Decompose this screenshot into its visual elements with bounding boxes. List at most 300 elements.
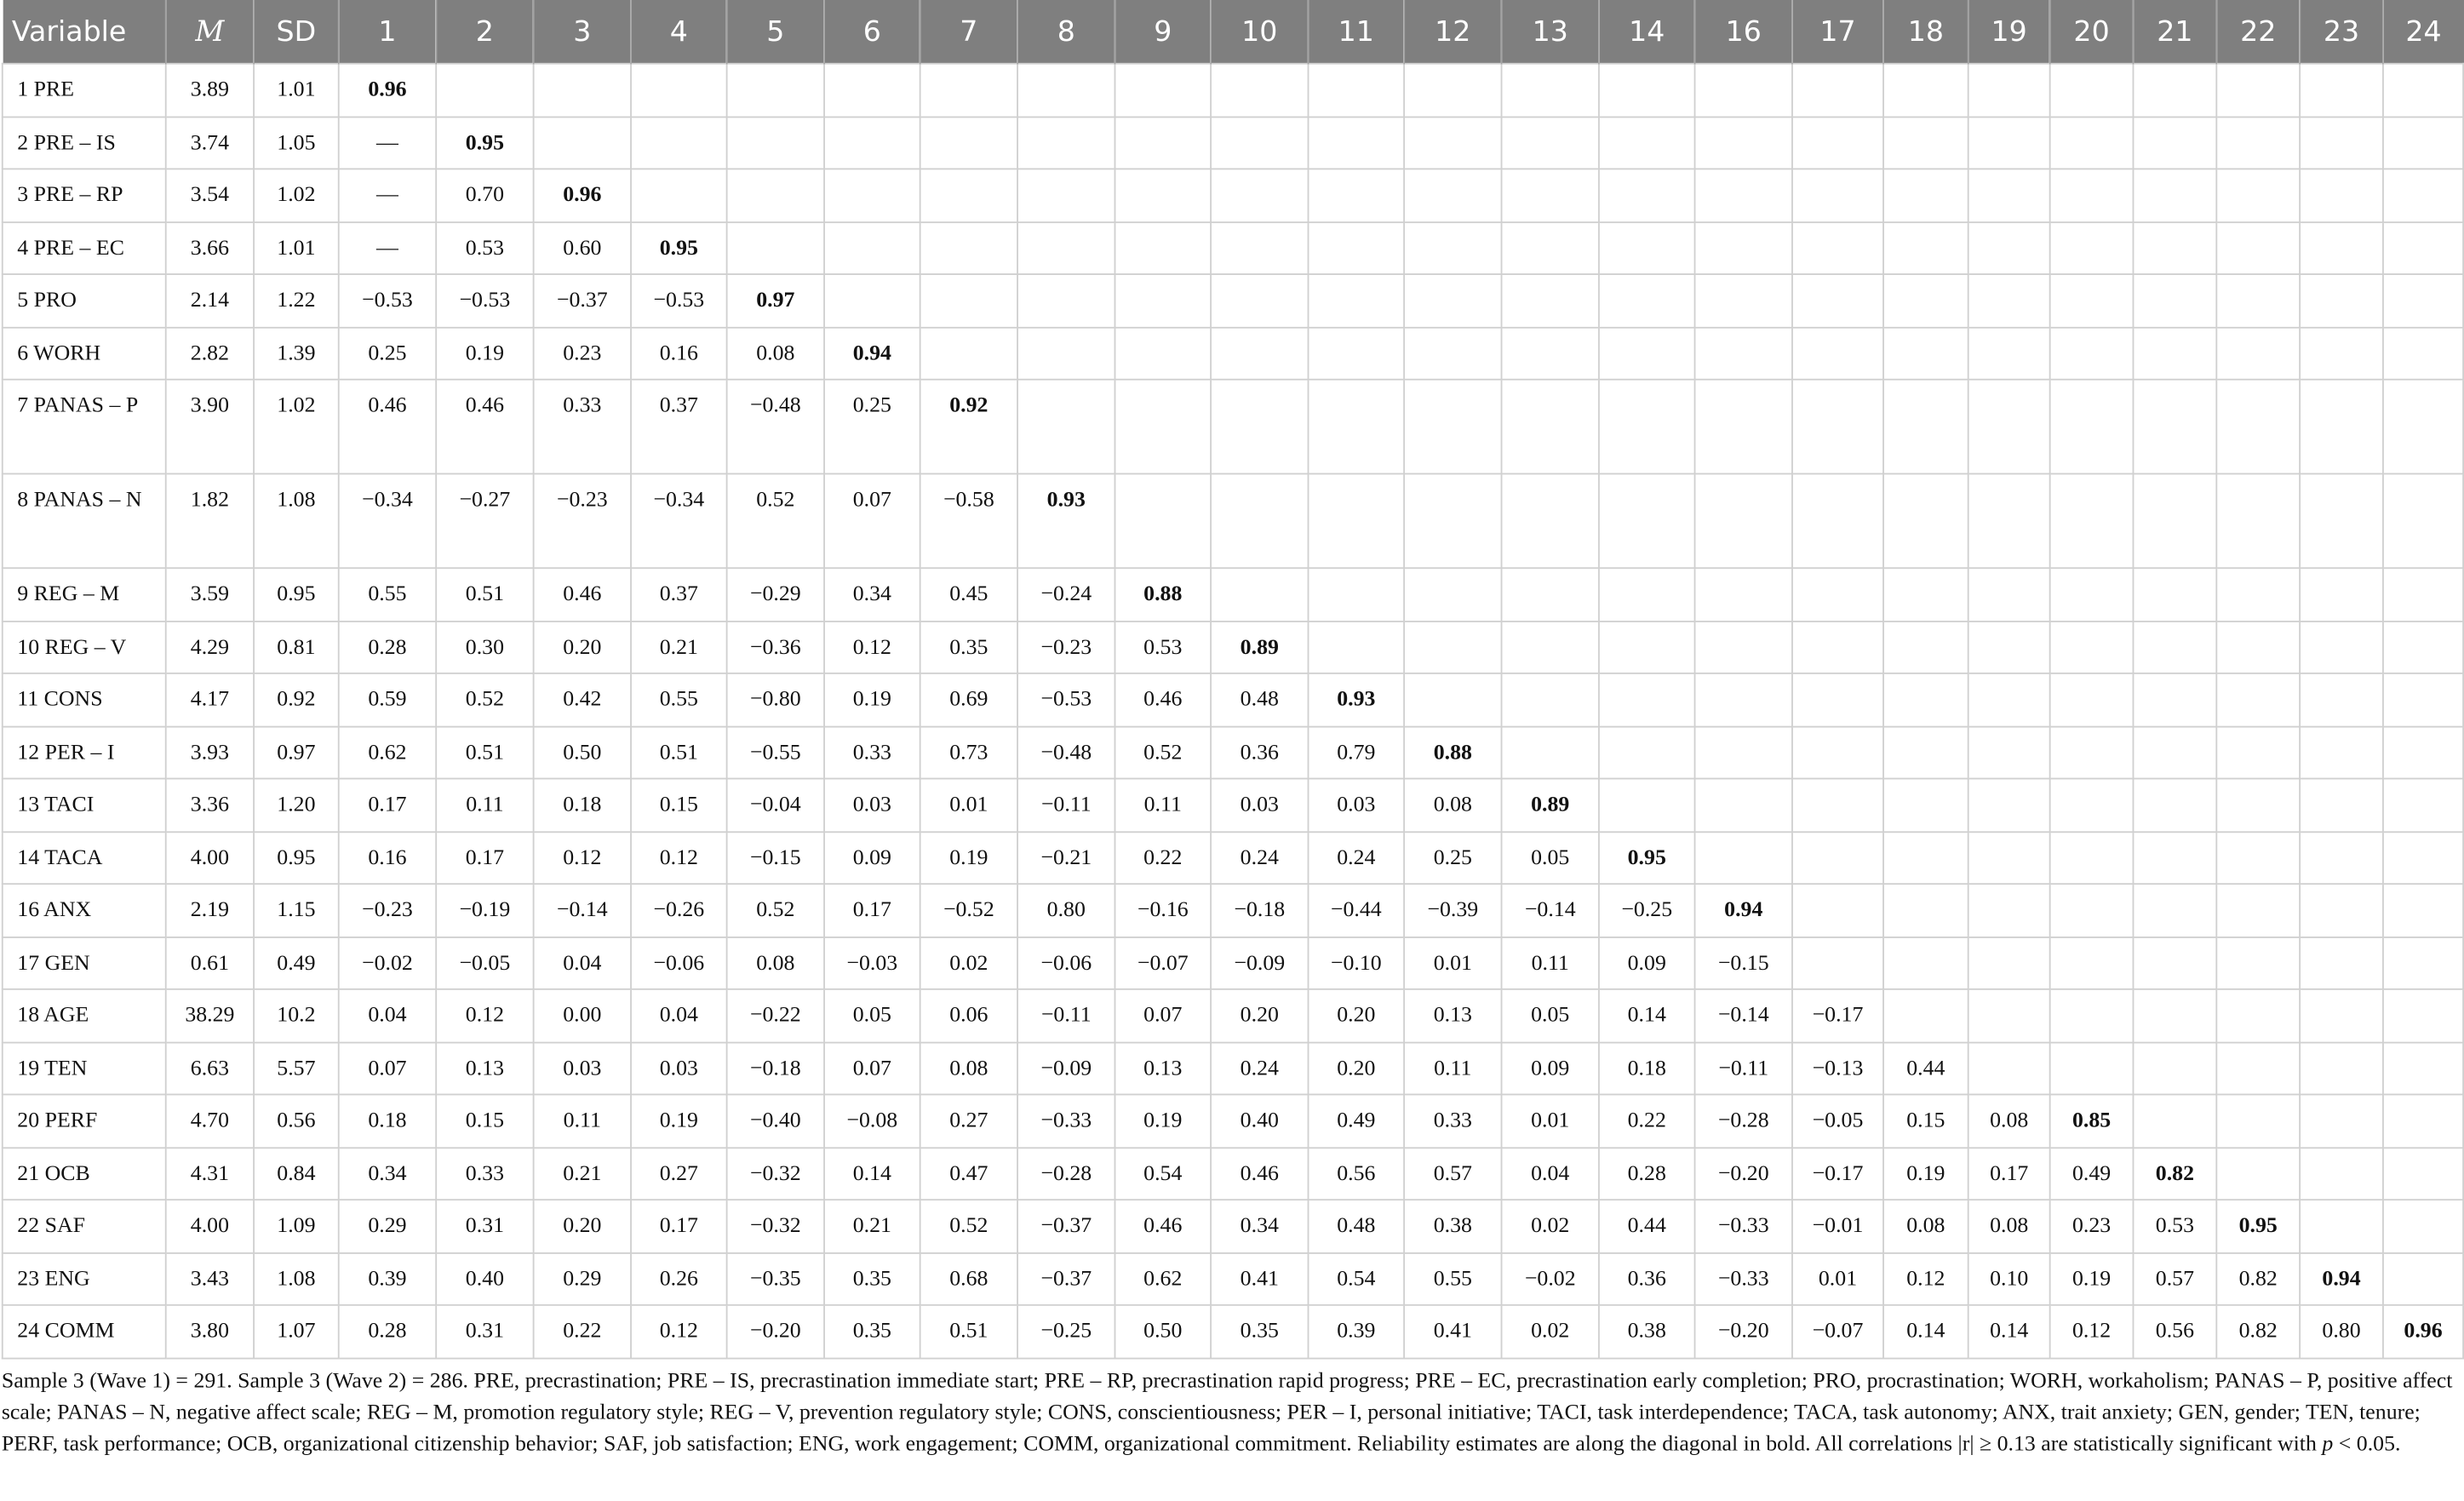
correlation-cell: −0.19 [436,884,533,937]
empty-cell [1883,169,1968,221]
correlation-cell: 0.20 [1309,989,1405,1042]
correlation-cell: 0.18 [1599,1042,1695,1095]
empty-cell [1792,568,1883,621]
empty-cell [1017,327,1115,380]
empty-cell [2133,169,2216,221]
correlation-cell: −0.18 [727,1042,824,1095]
sd-cell: 1.15 [254,884,339,937]
correlation-cell: −0.11 [1695,1042,1792,1095]
empty-cell [920,327,1017,380]
empty-cell [1309,568,1405,621]
empty-cell [2300,380,2383,474]
correlation-cell: 0.19 [631,1095,727,1148]
correlation-cell: 0.05 [1502,989,1599,1042]
correlation-cell: −0.06 [1017,937,1115,989]
correlation-cell: 0.02 [1502,1200,1599,1252]
correlation-cell: 0.48 [1211,673,1308,726]
reliability-cell: 0.97 [727,274,824,327]
correlation-cell: −0.23 [534,473,631,568]
correlation-cell: −0.08 [824,1095,920,1148]
correlation-cell: 0.01 [1792,1252,1883,1305]
empty-cell [2216,673,2300,726]
correlation-cell: 0.56 [1309,1147,1405,1200]
correlation-cell: 0.55 [631,673,727,726]
sd-cell: 0.84 [254,1147,339,1200]
empty-cell [2216,779,2300,832]
correlation-cell: 0.08 [920,1042,1017,1095]
correlation-cell: 0.15 [631,779,727,832]
correlation-cell: 0.68 [920,1252,1017,1305]
correlation-cell: 0.41 [1211,1252,1308,1305]
correlation-cell: −0.39 [1404,884,1501,937]
empty-cell [1883,884,1968,937]
sd-cell: 0.56 [254,1095,339,1148]
empty-cell [920,64,1017,117]
correlation-cell: 0.52 [920,1200,1017,1252]
correlation-cell: 0.02 [920,937,1017,989]
empty-cell [1968,221,2050,274]
correlation-cell: 0.28 [339,621,436,673]
empty-cell [1115,380,1211,474]
correlation-cell: 0.36 [1211,726,1308,779]
reliability-cell: 0.94 [824,327,920,380]
mean-cell: 3.43 [166,1252,254,1305]
sd-cell: 1.20 [254,779,339,832]
empty-cell [1502,380,1599,474]
empty-cell [1695,274,1792,327]
correlation-cell: 0.38 [1599,1305,1695,1358]
correlation-cell: −0.34 [339,473,436,568]
correlation-cell: 0.33 [1404,1095,1501,1148]
table-row [3,937,2463,989]
empty-cell [1883,831,1968,884]
empty-cell [2133,568,2216,621]
empty-cell [1792,274,1883,327]
empty-cell [2216,380,2300,474]
empty-cell [1599,473,1695,568]
sd-cell: 0.49 [254,937,339,989]
empty-cell [1115,64,1211,117]
empty-cell [1792,380,1883,474]
correlation-cell: −0.33 [1695,1200,1792,1252]
row-label: 7 PANAS – P [3,380,166,474]
table-row [3,117,2463,169]
header-variable: Variable [3,0,166,64]
empty-cell [1309,473,1405,568]
correlation-cell: −0.53 [1017,673,1115,726]
correlation-cell: −0.04 [727,779,824,832]
correlation-cell: −0.05 [1792,1095,1883,1148]
empty-cell [2383,221,2463,274]
empty-cell [2216,621,2300,673]
correlation-cell: 0.46 [1115,1200,1211,1252]
correlation-cell: −0.15 [1695,937,1792,989]
empty-cell [1017,221,1115,274]
empty-cell [2133,779,2216,832]
correlation-cell: −0.53 [436,274,533,327]
empty-cell [2050,1042,2134,1095]
empty-cell [1599,169,1695,221]
correlation-cell: 0.35 [1211,1305,1308,1358]
empty-cell [2300,779,2383,832]
reliability-cell: 0.93 [1309,673,1405,726]
header-col: 22 [2216,0,2300,64]
sd-cell: 1.05 [254,117,339,169]
table-row [3,989,2463,1042]
empty-cell [2216,117,2300,169]
correlation-cell: 0.12 [2050,1305,2134,1358]
correlation-cell: −0.23 [1017,621,1115,673]
empty-cell [1695,327,1792,380]
correlation-cell: −0.17 [1792,989,1883,1042]
empty-cell [2133,380,2216,474]
correlation-cell: 0.11 [1404,1042,1501,1095]
mean-cell: 3.66 [166,221,254,274]
correlation-cell: 0.33 [436,1147,533,1200]
header-col: 12 [1404,0,1501,64]
correlation-cell: −0.24 [1017,568,1115,621]
empty-cell [1968,327,2050,380]
empty-cell [1404,221,1501,274]
table-footnote [0,1366,2462,1461]
empty-cell [1404,568,1501,621]
empty-cell [2300,621,2383,673]
empty-cell [1883,673,1968,726]
empty-cell [1309,621,1405,673]
empty-cell [1968,1042,2050,1095]
correlation-cell: −0.27 [436,473,533,568]
correlation-cell: 0.13 [436,1042,533,1095]
correlation-cell: 0.54 [1309,1252,1405,1305]
correlation-cell: 0.07 [824,1042,920,1095]
empty-cell [1792,473,1883,568]
empty-cell [2216,831,2300,884]
reliability-cell: 0.85 [2050,1095,2134,1148]
correlation-cell: −0.18 [1211,884,1308,937]
row-label: 16 ANX [3,884,166,937]
correlation-cell: 0.29 [339,1200,436,1252]
empty-cell [1502,473,1599,568]
correlation-cell: 0.22 [1599,1095,1695,1148]
correlation-cell: 0.03 [631,1042,727,1095]
correlation-cell: 0.49 [1309,1095,1405,1148]
empty-cell [1883,117,1968,169]
correlation-cell: 0.19 [1115,1095,1211,1148]
row-label: 1 PRE [3,64,166,117]
correlation-cell: 0.34 [339,1147,436,1200]
empty-cell [1502,568,1599,621]
empty-cell [1211,473,1308,568]
table-row [3,621,2463,673]
correlation-cell: 0.19 [1883,1147,1968,1200]
correlation-table [2,0,2464,1359]
correlation-cell: 0.20 [1309,1042,1405,1095]
empty-cell [1792,621,1883,673]
sd-cell: 0.95 [254,831,339,884]
correlation-cell: 0.04 [339,989,436,1042]
correlation-cell: 0.34 [1211,1200,1308,1252]
empty-cell [1502,117,1599,169]
correlation-cell: 0.16 [631,327,727,380]
correlation-cell: 0.44 [1883,1042,1968,1095]
correlation-cell: −0.25 [1599,884,1695,937]
empty-cell [2383,169,2463,221]
empty-cell [1017,64,1115,117]
empty-cell [1115,117,1211,169]
empty-cell [1695,726,1792,779]
mean-cell: 3.89 [166,64,254,117]
reliability-cell: 0.82 [2133,1147,2216,1200]
correlation-cell: 0.05 [824,989,920,1042]
empty-cell [1792,169,1883,221]
empty-cell [2133,117,2216,169]
correlation-cell: 0.62 [339,726,436,779]
correlation-cell: — [339,117,436,169]
mean-cell: 4.00 [166,1200,254,1252]
empty-cell [2383,1147,2463,1200]
empty-cell [2300,473,2383,568]
correlation-cell: 0.12 [824,621,920,673]
table-row [3,884,2463,937]
correlation-cell: 0.07 [824,473,920,568]
row-label: 13 TACI [3,779,166,832]
empty-cell [824,117,920,169]
correlation-cell: 0.06 [920,989,1017,1042]
empty-cell [1695,673,1792,726]
mean-cell: 1.82 [166,473,254,568]
footnote-text: Sample 3 (Wave 1) = 291. Sample 3 (Wave 2) = 286. PRE, precrastination; PRE – IS, precrastination immediate start; PRE – RP, precrastination rapid progress; PRE – EC, precrastination early completion; PRO, procrastination; WORH, workaholism; PANAS – P, positive affect scale; PANAS – N, negative affect scale; REG – M, promotion regulatory style; REG – V, prevention regulatory style; CONS, conscientiousness; PER – I, personal initiative; TACI, task interdependence; TACA, task autonomy; ANX, trait anxiety; GEN, gender; TEN, tenure; PERF, task performance; OCB, organizational citizenship behavior; SAF, job satisfaction; ENG, work engagement; COMM, organizational commitment. Reliability estimates are along the diagonal in bold. All correlations |r| ≥ 0.13 are statistically significant with [1,1369,2453,1457]
empty-cell [1502,221,1599,274]
empty-cell [1211,117,1308,169]
empty-cell [1792,327,1883,380]
empty-cell [1017,169,1115,221]
empty-cell [2216,1095,2300,1148]
mean-cell: 4.29 [166,621,254,673]
correlation-cell: 0.07 [1115,989,1211,1042]
header-col: 23 [2300,0,2383,64]
correlation-cell: −0.55 [727,726,824,779]
correlation-cell: 0.17 [631,1200,727,1252]
correlation-cell: 0.46 [1211,1147,1308,1200]
correlation-cell: 0.28 [339,1305,436,1358]
empty-cell [1792,64,1883,117]
correlation-cell: 0.11 [1502,937,1599,989]
correlation-cell: 0.21 [824,1200,920,1252]
correlation-cell: 0.27 [920,1095,1017,1148]
empty-cell [2300,117,2383,169]
empty-cell [1211,64,1308,117]
table-body [3,64,2463,1358]
correlation-cell: −0.09 [1017,1042,1115,1095]
empty-cell [1695,380,1792,474]
empty-cell [1883,937,1968,989]
empty-cell [1502,169,1599,221]
empty-cell [1695,779,1792,832]
empty-cell [1695,221,1792,274]
empty-cell [2133,1095,2216,1148]
row-label: 9 REG – M [3,568,166,621]
empty-cell [534,117,631,169]
table-row [3,673,2463,726]
header-col: 17 [1792,0,1883,64]
header-col: 19 [1968,0,2050,64]
correlation-cell: 0.23 [534,327,631,380]
header-col: 5 [727,0,824,64]
empty-cell [2133,726,2216,779]
correlation-cell: −0.17 [1792,1147,1883,1200]
correlation-cell: 0.27 [631,1147,727,1200]
correlation-cell: 0.55 [1404,1252,1501,1305]
correlation-cell: −0.16 [1115,884,1211,937]
footnote-p-symbol: p [2322,1432,2334,1457]
empty-cell [2300,1042,2383,1095]
correlation-cell: 0.17 [1968,1147,2050,1200]
correlation-cell: −0.37 [534,274,631,327]
row-label: 2 PRE – IS [3,117,166,169]
correlation-cell: −0.40 [727,1095,824,1148]
correlation-cell: 0.49 [2050,1147,2134,1200]
empty-cell [2300,221,2383,274]
empty-cell [2216,169,2300,221]
row-label: 17 GEN [3,937,166,989]
empty-cell [1502,64,1599,117]
correlation-cell: 0.46 [436,380,533,474]
empty-cell [1968,673,2050,726]
mean-cell: 2.82 [166,327,254,380]
correlation-cell: −0.20 [727,1305,824,1358]
correlation-cell: −0.14 [1695,989,1792,1042]
correlation-cell: −0.25 [1017,1305,1115,1358]
correlation-cell: 0.08 [1883,1200,1968,1252]
empty-cell [2133,831,2216,884]
empty-cell [1792,673,1883,726]
empty-cell [2383,568,2463,621]
empty-cell [2133,327,2216,380]
mean-cell: 6.63 [166,1042,254,1095]
empty-cell [1115,221,1211,274]
correlation-cell: 0.79 [1309,726,1405,779]
correlation-cell: −0.53 [339,274,436,327]
empty-cell [727,221,824,274]
header-col: 6 [824,0,920,64]
correlation-cell: — [339,221,436,274]
empty-cell [2050,884,2134,937]
correlation-cell: −0.35 [727,1252,824,1305]
empty-cell [436,64,533,117]
correlation-cell: −0.53 [631,274,727,327]
correlation-cell: 0.08 [1404,779,1501,832]
row-label: 12 PER – I [3,726,166,779]
table-row [3,1305,2463,1358]
correlation-cell: 0.70 [436,169,533,221]
reliability-cell: 0.88 [1115,568,1211,621]
table-row [3,473,2463,568]
table-row [3,568,2463,621]
empty-cell [1211,327,1308,380]
sd-cell: 0.92 [254,673,339,726]
correlation-cell: −0.01 [1792,1200,1883,1252]
correlation-cell: 0.80 [1017,884,1115,937]
correlation-cell: 0.20 [1211,989,1308,1042]
empty-cell [1404,473,1501,568]
empty-cell [1695,473,1792,568]
correlation-cell: 0.33 [824,726,920,779]
sd-cell: 5.57 [254,1042,339,1095]
table-row [3,1095,2463,1148]
correlation-cell: 0.53 [1115,621,1211,673]
row-label: 19 TEN [3,1042,166,1095]
correlation-cell: 0.51 [920,1305,1017,1358]
empty-cell [1968,621,2050,673]
empty-cell [2050,621,2134,673]
correlation-cell: 0.52 [727,884,824,937]
correlation-cell: 0.19 [436,327,533,380]
correlation-cell: −0.10 [1309,937,1405,989]
empty-cell [2050,989,2134,1042]
mean-cell: 3.54 [166,169,254,221]
correlation-cell: 0.02 [1502,1305,1599,1358]
row-label: 5 PRO [3,274,166,327]
header-row [3,0,2463,64]
header-col: 20 [2050,0,2134,64]
correlation-cell: 0.35 [824,1305,920,1358]
correlation-cell: 0.01 [920,779,1017,832]
empty-cell [1115,327,1211,380]
sd-cell: 1.08 [254,473,339,568]
reliability-cell: 0.94 [1695,884,1792,937]
table-row [3,1200,2463,1252]
empty-cell [1883,473,1968,568]
empty-cell [2216,884,2300,937]
empty-cell [1968,726,2050,779]
correlation-cell: 0.03 [824,779,920,832]
correlation-cell: 0.20 [534,1200,631,1252]
empty-cell [920,169,1017,221]
mean-cell: 3.90 [166,380,254,474]
table-row [3,380,2463,474]
correlation-cell: 0.24 [1211,831,1308,884]
reliability-cell: 0.96 [339,64,436,117]
correlation-cell: −0.07 [1115,937,1211,989]
correlation-cell: 0.09 [824,831,920,884]
correlation-cell: −0.15 [727,831,824,884]
correlation-cell: 0.17 [824,884,920,937]
empty-cell [1599,274,1695,327]
empty-cell [920,274,1017,327]
empty-cell [1695,64,1792,117]
correlation-cell: 0.37 [631,568,727,621]
empty-cell [2300,989,2383,1042]
header-col: 18 [1883,0,1968,64]
empty-cell [824,169,920,221]
empty-cell [2383,1095,2463,1148]
correlation-cell: −0.22 [727,989,824,1042]
reliability-cell: 0.95 [631,221,727,274]
empty-cell [1309,117,1405,169]
correlation-cell: 0.56 [2133,1305,2216,1358]
empty-cell [2300,274,2383,327]
empty-cell [2300,327,2383,380]
correlation-cell: 0.11 [436,779,533,832]
correlation-cell: 0.39 [1309,1305,1405,1358]
correlation-cell: −0.29 [727,568,824,621]
header-col: 16 [1695,0,1792,64]
mean-cell: 3.36 [166,779,254,832]
correlation-cell: −0.80 [727,673,824,726]
header-col: 3 [534,0,631,64]
correlation-cell: 0.04 [1502,1147,1599,1200]
empty-cell [2050,327,2134,380]
